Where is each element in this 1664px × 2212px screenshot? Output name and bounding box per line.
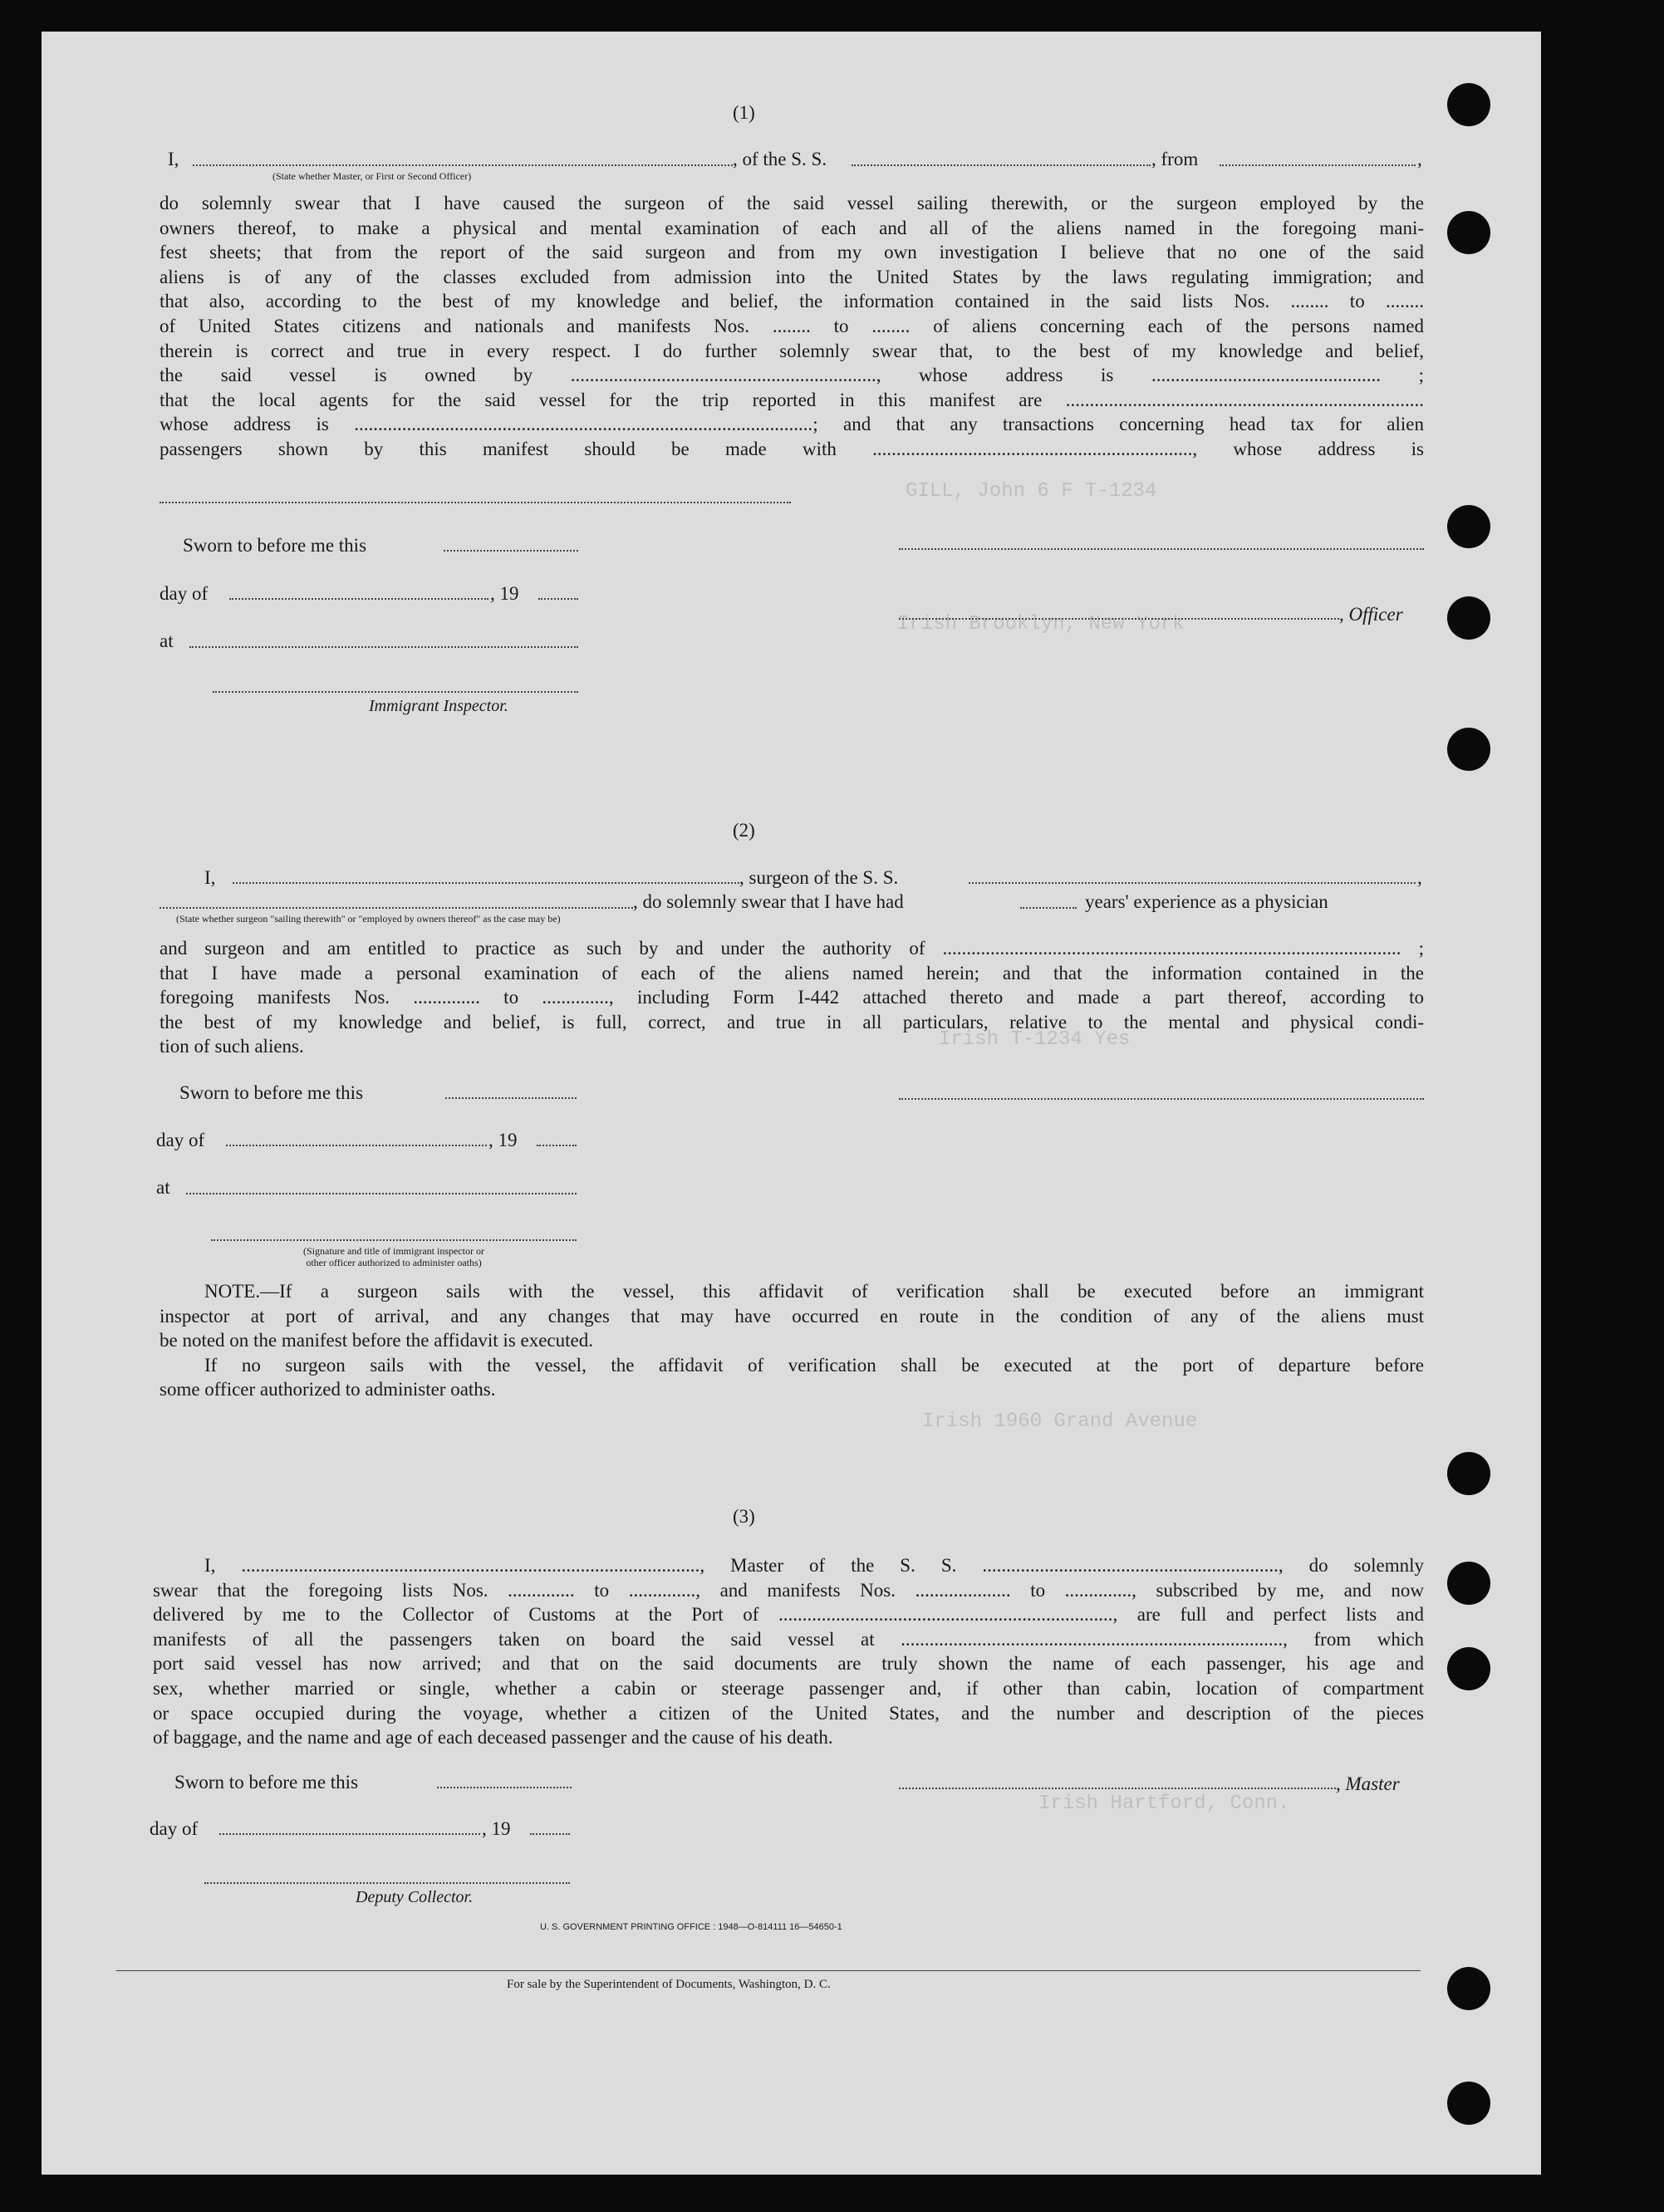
oath-line: foregoing manifests Nos. .............. to .............., including Form I-442 attached thereto and made a part thereof, according to xyxy=(160,987,1424,1008)
vessel-name-field xyxy=(852,164,1151,166)
sec2-oath-text xyxy=(160,936,1424,1059)
punch-hole xyxy=(1447,211,1490,254)
oath-line: therein is correct and true in every respect. I do further solemnly swear that, to the best of my knowledge and belief, xyxy=(160,340,1424,361)
sec3-sworn: Sworn to before me this xyxy=(174,1772,359,1793)
sworn-month-field xyxy=(229,598,488,600)
sec2-at: at xyxy=(156,1177,170,1198)
sec1-caption: (State whether Master, or First or Second Officer) xyxy=(272,170,472,182)
punch-hole xyxy=(1447,2082,1490,2125)
sec3-master-label: , Master xyxy=(1336,1773,1400,1794)
oath-line: whose address is ................................................................................................; and that any transactions concerning head tax for alien xyxy=(160,414,1424,435)
punch-hole xyxy=(1447,83,1490,126)
sworn-year-field xyxy=(530,1833,570,1835)
bleed-through: Irish 1960 Grand Avenue xyxy=(922,1410,1198,1433)
officer-title-line xyxy=(899,618,1339,620)
officer-rank-field xyxy=(193,164,733,166)
bleed-through: Irish Hartford, Conn. xyxy=(1038,1793,1290,1815)
sec1-of-ss: , of the S. S. xyxy=(733,149,827,169)
oath-line: that the local agents for the said vessel for the trip reported in this manifest are ........................................................................... xyxy=(160,389,1424,410)
sec2-years: years' experience as a physician xyxy=(1085,891,1328,912)
surgeon-type-field xyxy=(160,907,633,909)
sec2-19: , 19 xyxy=(488,1130,518,1150)
inspector-signature-line xyxy=(211,1239,577,1241)
oath-line: aliens is of any of the classes excluded from admission into the United States by the laws regulating immigration; and xyxy=(160,266,1424,287)
oath-line: the said vessel is owned by ................................................................, whose address is ................................................ ; xyxy=(160,365,1424,386)
sec2-caption: (State whether surgeon "sailing therewith" or "employed by owners thereof" as the case may be) xyxy=(176,913,561,925)
punch-hole xyxy=(1447,596,1490,640)
oath-line: passengers shown by this manifest should be made with ..................................................................., whose address is xyxy=(160,438,1424,459)
oath-line: port said vessel has now arrived; and that on the said documents are truly shown the name of each passenger, his age and xyxy=(153,1653,1424,1675)
note-line: be noted on the manifest before the affidavit is executed. xyxy=(160,1330,593,1351)
bleed-through: Irish T-1234 Yes xyxy=(939,1028,1131,1051)
oath-line: that I have made a personal examination of each of the aliens named herein; and that the information contained in the xyxy=(160,962,1424,983)
sworn-year-field xyxy=(537,1145,577,1146)
note-line: If no surgeon sails with the vessel, the affidavit of verification shall be executed at the port of departure before xyxy=(204,1354,1424,1376)
sec1-oath-text xyxy=(160,191,1424,462)
oath-line: tion of such aliens. xyxy=(160,1036,304,1057)
sec2-sworn: Sworn to before me this xyxy=(179,1082,364,1103)
oath-line: and surgeon and am entitled to practice as such by and under the authority of ................................................................................................ ; xyxy=(160,938,1424,959)
surgeon-signature-line xyxy=(899,1098,1424,1100)
punch-hole xyxy=(1447,1647,1490,1690)
sec2-note xyxy=(160,1279,1424,1402)
inspector-signature-line xyxy=(213,691,578,693)
sec1-day-of: day of xyxy=(160,583,209,604)
oath-line: swear that the foregoing lists Nos. .............. to .............., and manifests Nos. .................... to .............., subscribed by me, and now xyxy=(153,1579,1424,1601)
punch-hole xyxy=(1447,1967,1490,2010)
oath-line: of United States citizens and nationals and manifests Nos. ........ to ........ of aliens concerning each of the persons named xyxy=(160,315,1424,336)
punch-hole xyxy=(1447,1562,1490,1605)
sec3-collector-label: Deputy Collector. xyxy=(356,1888,474,1906)
sec2-surgeon-of-ss: , surgeon of the S. S. xyxy=(739,867,899,888)
sec1-sworn: Sworn to before me this xyxy=(183,535,367,556)
punch-hole xyxy=(1447,1452,1490,1495)
departure-port-field xyxy=(1220,164,1416,166)
sworn-month-field xyxy=(226,1145,487,1146)
section-1-number: (1) xyxy=(733,102,755,123)
oath-line: delivered by me to the Collector of Customs at the Port of ......................................................................, are full and perfect lists and xyxy=(153,1604,1424,1626)
punch-hole xyxy=(1447,505,1490,548)
printing-office-imprint: U. S. GOVERNMENT PRINTING OFFICE : 1948—O-814111 16—54650-1 xyxy=(540,1922,842,1932)
sec2-solemnly: , do solemnly swear that I have had xyxy=(633,891,904,912)
collector-signature-line xyxy=(204,1882,570,1884)
oath-line: I, ................................................................................................, Master of the S. S. .............................................................., do solemnly xyxy=(204,1555,1424,1576)
sec1-inspector-label: Immigrant Inspector. xyxy=(369,697,508,715)
sec3-19: , 19 xyxy=(482,1818,511,1839)
oath-line: do solemnly swear that I have caused the surgeon of the said vessel sailing therewith, or the surgeon employed by the xyxy=(160,193,1424,213)
oath-line: or space occupied during the voyage, whether a citizen of the United States, and the number and description of the pieces xyxy=(153,1702,1424,1724)
sworn-day-field xyxy=(437,1787,572,1788)
bleed-through: Irish Brooklyn, New York xyxy=(897,613,1185,635)
document-page xyxy=(42,32,1541,2175)
sworn-place-field xyxy=(189,646,578,648)
punch-hole xyxy=(1447,728,1490,771)
oath-line: of baggage, and the name and age of each deceased passenger and the cause of his death. xyxy=(153,1727,833,1749)
years-experience-field xyxy=(1020,907,1077,909)
sec2-i: I, xyxy=(204,867,216,888)
sec2-comma: , xyxy=(1417,867,1422,888)
sec3-day-of: day of xyxy=(150,1818,199,1839)
sworn-place-field xyxy=(186,1193,577,1194)
sec1-19: , 19 xyxy=(490,583,519,604)
note-line: some officer authorized to administer oaths. xyxy=(160,1379,496,1400)
sec1-i: I, xyxy=(168,149,179,169)
footer-rule xyxy=(116,1970,1421,1971)
officer-signature-line xyxy=(899,548,1424,550)
bleed-through: GILL, John 6 F T-1234 xyxy=(906,480,1157,503)
section-3-number: (3) xyxy=(733,1506,755,1527)
oath-line: owners thereof, to make a physical and mental examination of each and all of the aliens named in the foregoing mani- xyxy=(160,217,1424,238)
note-line: inspector at port of arrival, and any changes that may have occurred en route in the condition of any of the aliens must xyxy=(160,1305,1424,1327)
sec2-sig-caption-1: (Signature and title of immigrant inspector or xyxy=(303,1245,484,1257)
sworn-year-field xyxy=(538,598,578,600)
sec1-officer-label: , Officer xyxy=(1339,604,1403,625)
sec3-oath-text xyxy=(153,1553,1424,1750)
oath-line: that also, according to the best of my knowledge and belief, the information contained in the said lists Nos. ........ to ........ xyxy=(160,291,1424,312)
surgeon-name-field xyxy=(233,882,739,884)
sale-notice: For sale by the Superintendent of Documents, Washington, D. C. xyxy=(507,1978,831,1991)
oath-line: fest sheets; that from the report of the said surgeon and from my own investigation I believe that no one of the said xyxy=(160,242,1424,263)
sec1-comma: , xyxy=(1417,149,1422,169)
note-line: NOTE.—If a surgeon sails with the vessel, this affidavit of verification shall be executed before an immigrant xyxy=(204,1281,1424,1302)
surgeon-vessel-field xyxy=(969,882,1416,884)
sworn-month-field xyxy=(219,1833,480,1835)
section-2-number: (2) xyxy=(733,820,755,841)
sec1-at: at xyxy=(160,630,174,651)
sworn-day-field xyxy=(444,550,578,552)
oath-line: manifests of all the passengers taken on board the said vessel at ................................................................................, from which xyxy=(153,1628,1424,1650)
master-signature-line xyxy=(899,1788,1336,1789)
oath-line: the best of my knowledge and belief, is full, correct, and true in all particulars, relative to the mental and physical condi- xyxy=(160,1011,1424,1032)
agent-address-field xyxy=(160,502,791,503)
sec1-from: , from xyxy=(1151,149,1199,169)
sworn-day-field xyxy=(445,1097,577,1099)
oath-line: sex, whether married or single, whether a cabin or steerage passenger and, if other than cabin, location of compartment xyxy=(153,1677,1424,1699)
sec2-sig-caption-2: other officer authorized to administer oaths) xyxy=(306,1257,482,1268)
sec2-day-of: day of xyxy=(156,1130,205,1150)
